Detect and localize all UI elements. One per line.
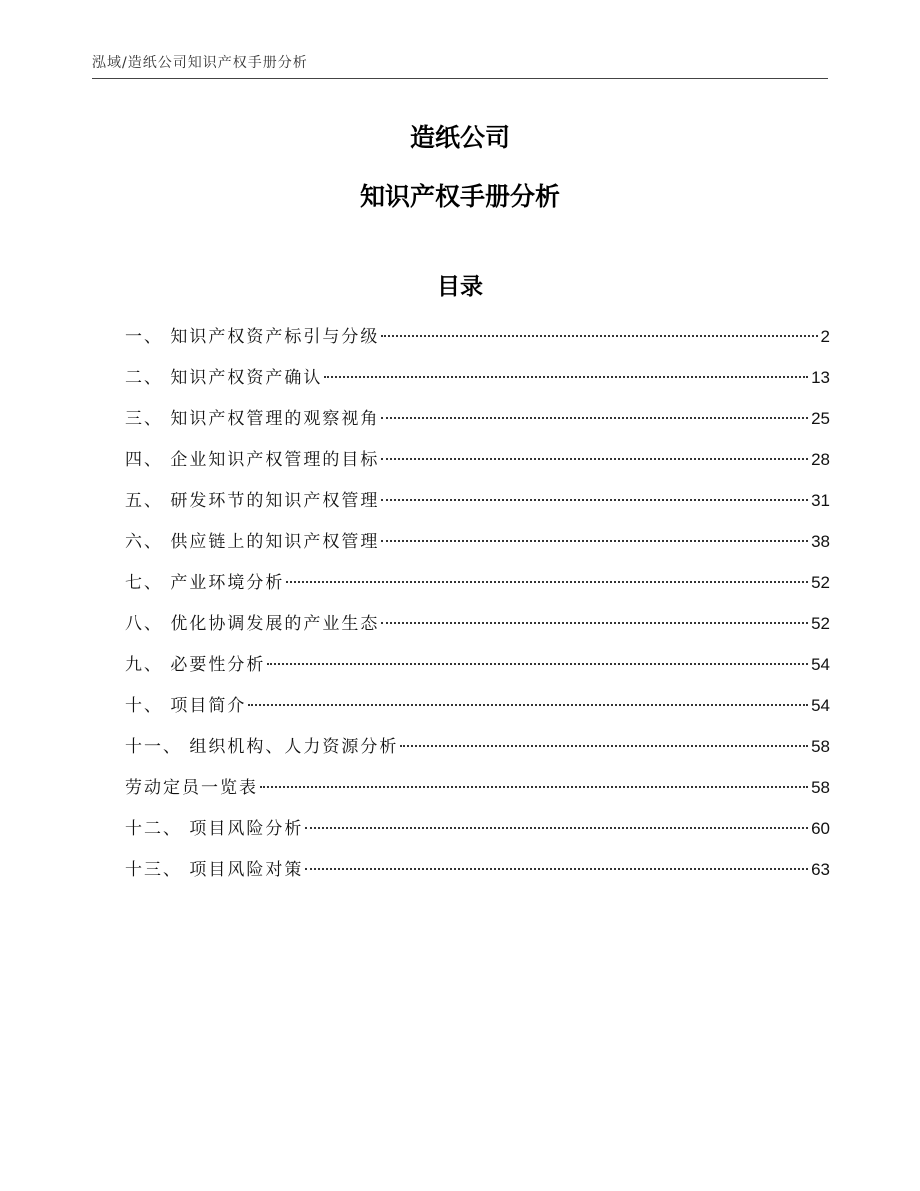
toc-leader-dots: [381, 622, 808, 624]
toc-entry[interactable]: [125, 445, 830, 486]
toc-entry[interactable]: [125, 363, 830, 404]
toc-entry[interactable]: [125, 609, 830, 650]
toc-leader-dots: [381, 335, 817, 337]
toc-entry-label: 七、 产业环境分析: [125, 573, 285, 593]
toc-leader-dots: [305, 868, 808, 870]
toc-entry-label: 十一、 组织机构、人力资源分析: [125, 737, 399, 757]
running-header: 泓域/造纸公司知识产权手册分析: [92, 55, 308, 71]
toc-entry-label: 十二、 项目风险分析: [125, 819, 304, 839]
toc-entry-page: 52: [811, 614, 830, 633]
toc-entry-page: 25: [811, 409, 830, 428]
toc-leader-dots: [267, 663, 808, 665]
toc-leader-dots: [381, 499, 808, 501]
toc-entry[interactable]: [125, 773, 830, 814]
toc-leader-dots: [381, 458, 808, 460]
toc-entry-label: 六、 供应链上的知识产权管理: [125, 532, 380, 552]
toc-entry-label: 十、 项目简介: [125, 696, 247, 716]
toc-entry[interactable]: [125, 691, 830, 732]
toc-leader-dots: [381, 417, 808, 419]
toc-leader-dots: [400, 745, 808, 747]
toc-entry-page: 31: [811, 491, 830, 510]
document-title-line2: 知识产权手册分析: [359, 182, 560, 211]
toc-entry-page: 38: [811, 532, 830, 551]
toc-entry-label: 一、 知识产权资产标引与分级: [125, 327, 380, 347]
toc-entry-label: 五、 研发环节的知识产权管理: [125, 491, 380, 511]
toc-entry-label: 九、 必要性分析: [125, 655, 266, 675]
toc-entry-label: 四、 企业知识产权管理的目标: [125, 450, 380, 470]
table-of-contents: [125, 322, 830, 896]
toc-entry-page: 52: [811, 573, 830, 592]
toc-entry-page: 60: [811, 819, 830, 838]
toc-entry-page: 58: [811, 737, 830, 756]
toc-entry-page: 58: [811, 778, 830, 797]
toc-heading: 目录: [437, 274, 483, 300]
toc-entry-page: 63: [811, 860, 830, 879]
toc-leader-dots: [286, 581, 808, 583]
toc-entry-page: 2: [820, 327, 830, 346]
toc-entry-page: 28: [811, 450, 830, 469]
toc-entry-label: 劳动定员一览表: [125, 778, 258, 798]
toc-entry-label: 十三、 项目风险对策: [125, 860, 304, 880]
toc-entry-page: 54: [811, 655, 830, 674]
toc-leader-dots: [305, 827, 808, 829]
toc-entry[interactable]: [125, 650, 830, 691]
toc-leader-dots: [381, 540, 808, 542]
toc-entry[interactable]: [125, 855, 830, 896]
toc-leader-dots: [324, 376, 808, 378]
toc-entry[interactable]: [125, 486, 830, 527]
toc-entry[interactable]: [125, 732, 830, 773]
toc-entry-label: 二、 知识产权资产确认: [125, 368, 323, 388]
toc-leader-dots: [260, 786, 808, 788]
toc-leader-dots: [248, 704, 808, 706]
toc-entry-page: 13: [811, 368, 830, 387]
toc-entry-label: 三、 知识产权管理的观察视角: [125, 409, 380, 429]
toc-entry[interactable]: [125, 814, 830, 855]
document-title-line1: 造纸公司: [409, 123, 510, 152]
toc-entry-page: 54: [811, 696, 830, 715]
header-divider: [92, 78, 828, 79]
toc-entry-label: 八、 优化协调发展的产业生态: [125, 614, 380, 634]
toc-entry[interactable]: [125, 404, 830, 445]
toc-entry[interactable]: [125, 527, 830, 568]
toc-entry[interactable]: [125, 322, 830, 363]
toc-entry[interactable]: [125, 568, 830, 609]
